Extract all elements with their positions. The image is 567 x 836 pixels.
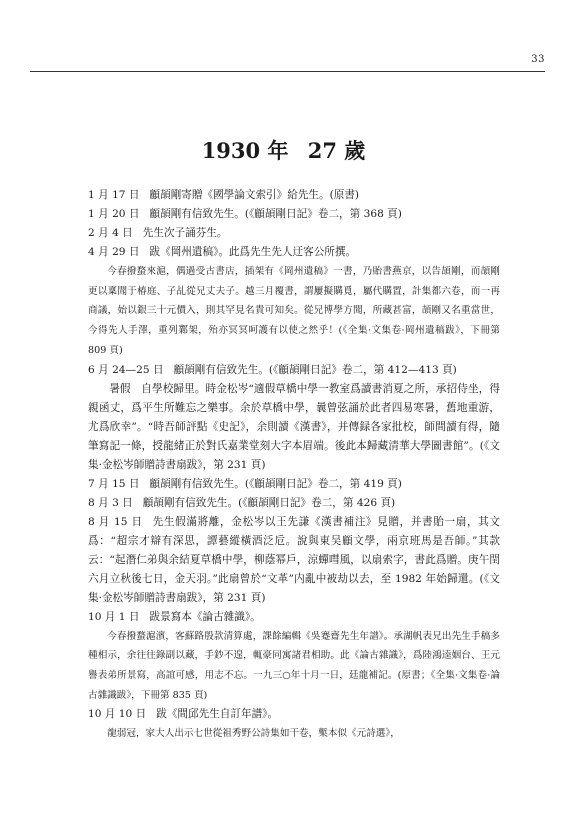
chronicle-entry (88, 186, 500, 205)
entry-text: 先生次子誦芬生。 (142, 227, 228, 239)
entry-date: 8 月 15 日 (88, 515, 143, 528)
entry-text: 跋《間邱先生自訂年譜》。 (156, 708, 279, 721)
chronicle-entry (88, 513, 500, 608)
chronicle-entry (88, 205, 500, 224)
entry-text: 顧頡剛有信致先生。(《顧頡剛日記》卷二，第 419 頁) (149, 477, 402, 490)
page-title (0, 135, 567, 165)
page-number: 33 (531, 54, 545, 65)
entry-text: 顧頡剛有信致先生。(《顧頡剛日記》卷二，第 412—413 頁) (173, 363, 457, 376)
chronicle-body (88, 186, 500, 744)
entry-date: 7 月 15 日 (88, 477, 140, 490)
entry-text: 先生假滿將離，金松岑以王先謙《漢書補注》見贈，并書貽一扇，其文爲：“超宗才辯有深思，譚藝縱橫酒泛卮。說與東吴顧文學，兩京班馬是吾師。”其款云：“起潛仁弟與余結夏草橋中學，柳蔭幂戶，涼蟬嘒風，以扇索字，書此爲贈。庚午閏六月立秋後七日，金天羽。”此扇曾於“文革”内亂中被劫以去，至 1982 年始歸還。(《文集·金松岑師贈詩書扇跋》，第 231 頁) (88, 515, 500, 604)
title-year: 1930 年 (201, 138, 289, 163)
entry-text: 跋《岡州遺稿》。此爲先生先人迂客公所撰。 (149, 246, 357, 258)
entry-text: 顧頡剛有信致先生。(《顧頡剛日記》卷二，第 426 頁) (142, 496, 396, 509)
entry-text: 跋景寫本《論古雜識》。 (149, 610, 261, 623)
quoted-note: 龍弱冠，家大人出示七世從祖秀野公詩集如干卷，槧本似《元詩選》， (107, 728, 400, 740)
entry-date: 10 月 10 日 (88, 708, 147, 721)
chronicle-entry (88, 475, 500, 494)
chronicle-entry (88, 224, 500, 243)
quoted-note: 今春撥蝥滬濱，客蘇路殷款清算處，課餘編輯《吳蹇齋先生年譜》。承湖帆表兄出先生手稿多種相示，余往往錄副以藏，手鈔不遑，輒豪同寓諸君相助。此《論古雜識》，爲陸鴻逵姻台、王元譽表弟所景寫，高誼可感，用志不忘。一九三○年十月一日，廷龍補記。(原書；《全集·文集卷·論古雜識跋》，下冊第 835 頁) (88, 630, 500, 701)
entry-date: 2 月 4 日 (88, 227, 133, 239)
entry-text: 顧頡剛寄贈《國學論文索引》給先生。(原書) (149, 189, 360, 201)
entry-date: 1 月 17 日 (88, 189, 140, 201)
continued-paragraph: 暑假 自學校歸里。時金松岑“適假草橋中學一教室爲讀書消夏之所，承招侍坐，得親函丈，爲平生所難忘之樂事。余於草橋中學，曩曾弦誦於此者四易寒暑，舊地重游，尤爲欣幸”。“時吾師評點《史記》，余則讀《漢書》，并傳録各家批校，師間讀有得，隨筆寫記一條，授龍緒正於對氏嘉業堂刻大字本眉端。後此本歸藏清華大學圖書館”。(《文集·金松岑師贈詩書扇跋》，第 231 頁) (88, 382, 500, 471)
chronicle-entry (88, 608, 500, 627)
title-age: 27 歲 (307, 138, 366, 163)
entry-date: 1 月 20 日 (88, 208, 140, 220)
quoted-note: 今春撥蝥來滬，偶過受古書店，插架有《岡州遺稿》一書，乃貽書燕京，以告頡剛，而頡剛更以稟聞于椿庭、子乩從兄丈夫子。越三月覆書，謂屢擬購覓，屬代購置，計集都六卷，而一再商議，始以銀三十元價入，則其罕見名貴可知矣。從兄博學方聞，所藏甚富，頡剛又名重當世，今得先人手澤，重列鄴架，殆亦冥冥呵護有以使之然乎！(《全集·文集卷·岡州遺稿跋》，下冊第 809 頁) (88, 266, 500, 356)
entry-date: 6 月 24—25 日 (88, 363, 164, 376)
entry-date: 10 月 1 日 (88, 610, 140, 623)
chronicle-entry (88, 243, 500, 262)
header-rule (30, 71, 545, 72)
entry-date: 4 月 29 日 (88, 246, 140, 258)
chronicle-entry (88, 705, 500, 724)
entry-text: 顧頡剛有信致先生。(《顧頡剛日記》卷二，第 368 頁) (149, 208, 402, 220)
entry-date: 8 月 3 日 (88, 496, 133, 509)
chronicle-entry (88, 494, 500, 513)
chronicle-entry (88, 361, 500, 380)
